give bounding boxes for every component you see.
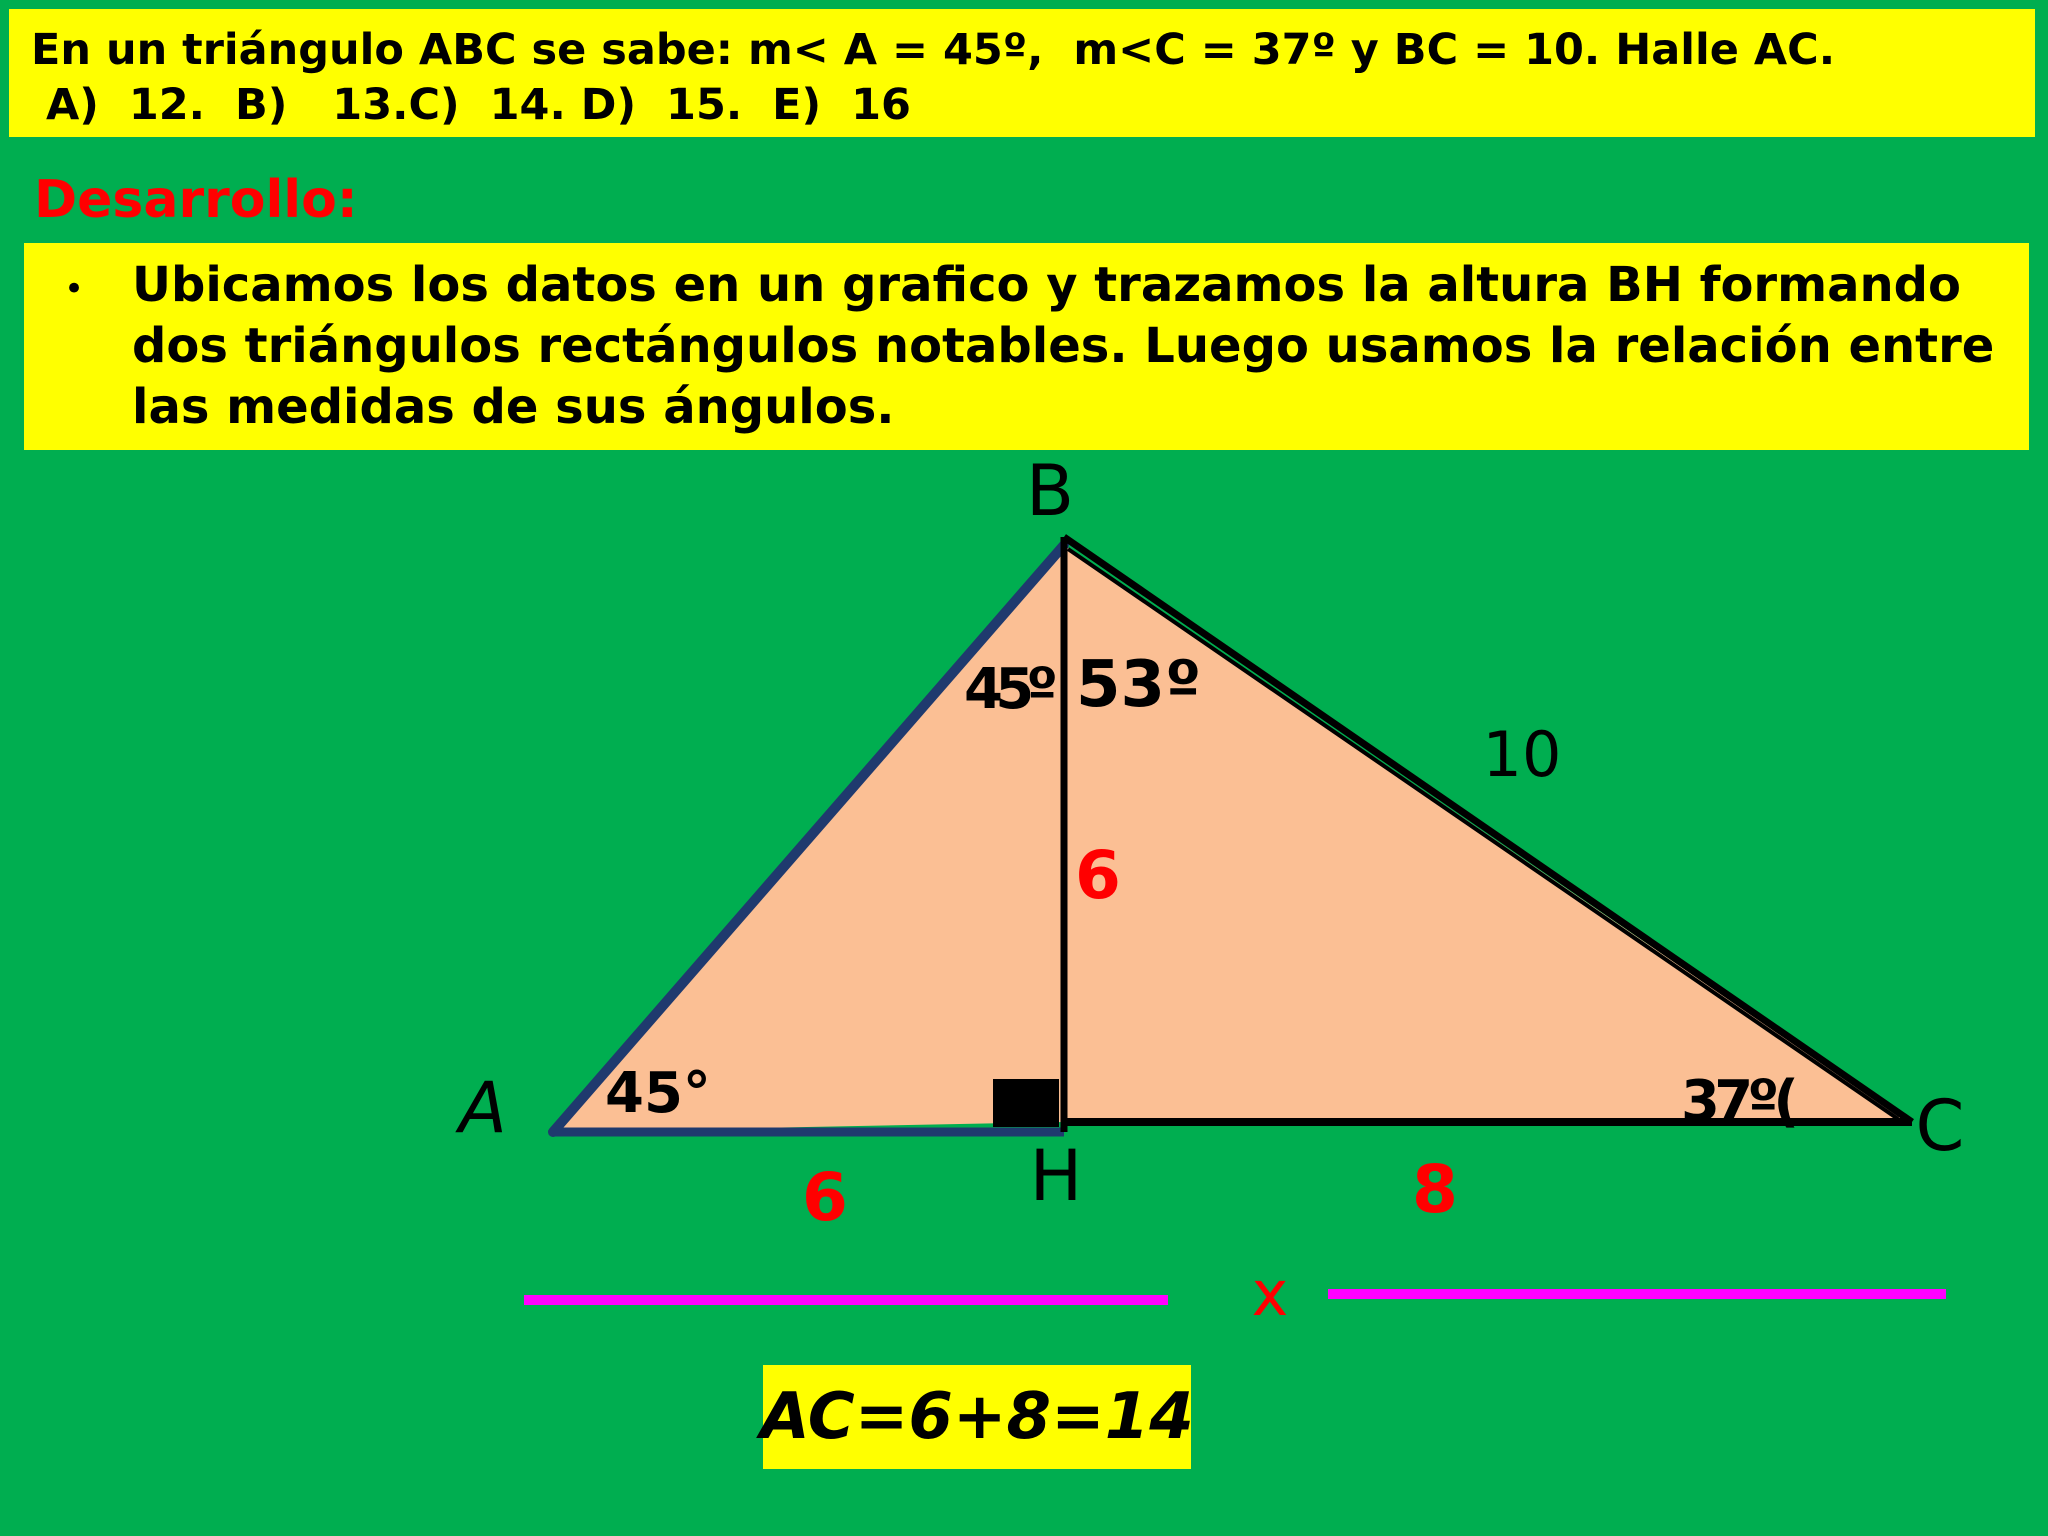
angle-a-label: 45° bbox=[605, 1061, 711, 1126]
side-hc-length: 8 bbox=[1412, 1151, 1458, 1228]
side-bh-length: 6 bbox=[1075, 837, 1121, 914]
vertex-a-label: A bbox=[459, 1067, 507, 1149]
angle-c-label: 37º( bbox=[1681, 1069, 1799, 1134]
angle-b-left-label: 45º bbox=[964, 657, 1058, 722]
triangle-fill bbox=[553, 545, 1908, 1132]
side-bc-length: 10 bbox=[1482, 718, 1562, 791]
right-angle-marker bbox=[993, 1079, 1059, 1127]
problem-statement: En un triángulo ABC se sabe: m< A = 45º, m<C = 37º y BC = 10. Halle AC. bbox=[31, 25, 1836, 75]
unknown-x-label: x bbox=[1251, 1257, 1289, 1330]
answer-text: AC=6+8=14 bbox=[760, 1380, 1194, 1454]
vertex-c-label: C bbox=[1915, 1085, 1965, 1167]
bullet-icon: • bbox=[64, 269, 85, 309]
explanation-text: Ubicamos los datos en un grafico y trazamos la altura BH formando dos triángulos rectángulos notables. Luego usamos la relación entre las medidas de sus ángulos. bbox=[132, 257, 1995, 435]
development-title: Desarrollo: bbox=[34, 170, 358, 230]
answer-options: A) 12. B) 13.C) 14. D) 15. E) 16 bbox=[31, 80, 911, 130]
side-ah-length: 6 bbox=[802, 1159, 848, 1236]
answer-box bbox=[760, 1365, 1194, 1469]
angle-b-right-label: 53º bbox=[1076, 648, 1202, 722]
vertex-b-label: B bbox=[1025, 450, 1075, 532]
vertex-h-label: H bbox=[1029, 1135, 1083, 1217]
